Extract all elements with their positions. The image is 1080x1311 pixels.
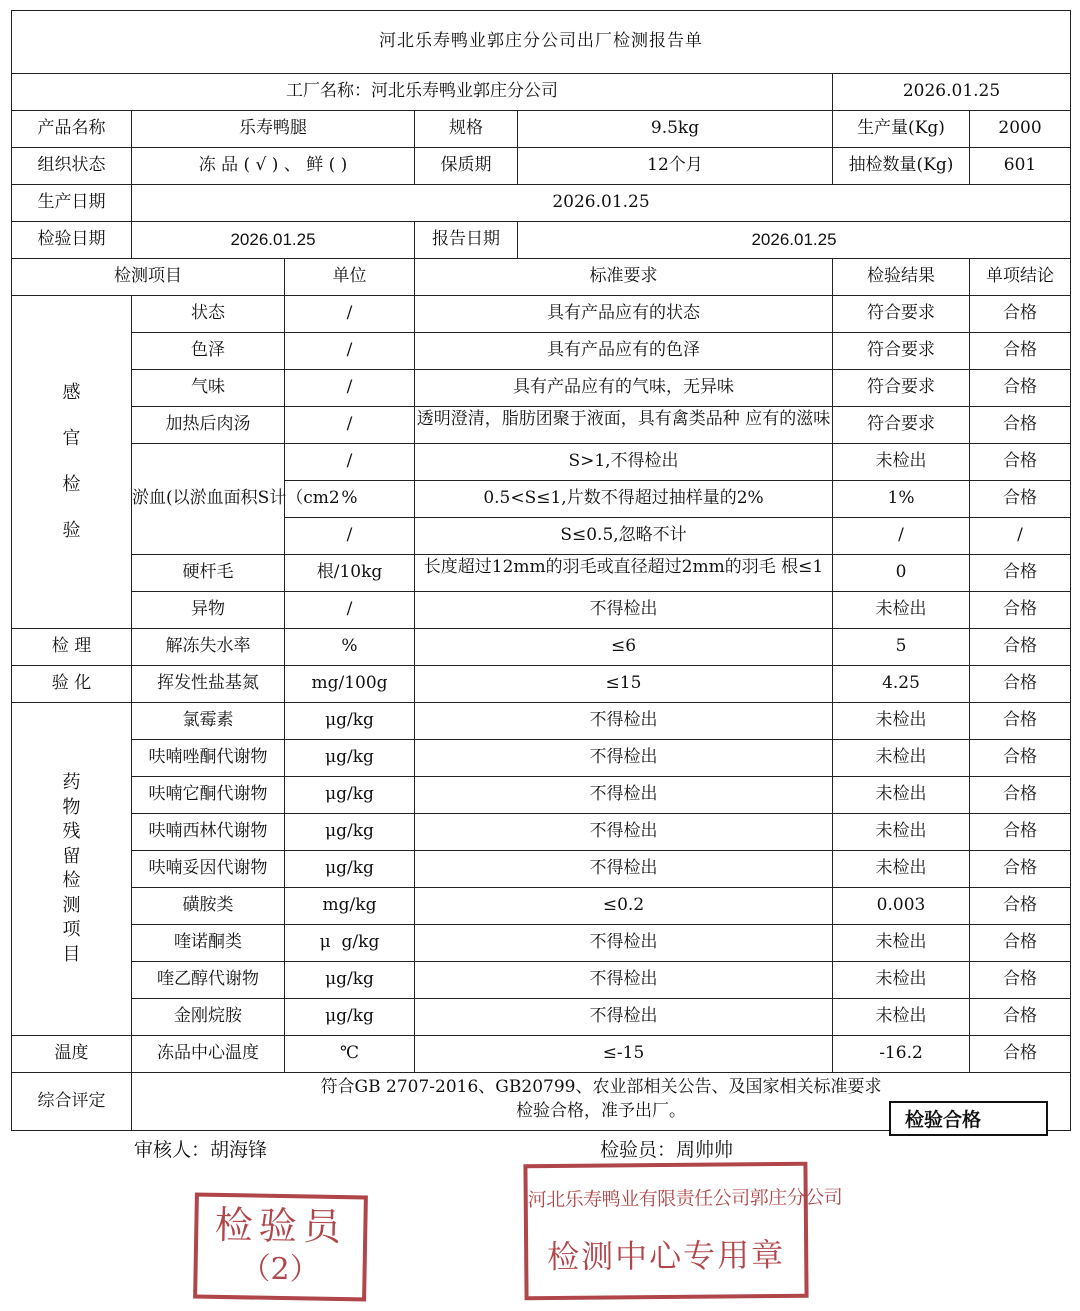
item-result: 0 [833, 555, 970, 592]
item-unit: / [285, 370, 415, 407]
item-standard: 具有产品应有的色泽 [415, 333, 833, 370]
inspection-date-label: 检验日期 [12, 222, 132, 259]
item-conclusion: 合格 [970, 999, 1071, 1036]
item-conclusion: 合格 [970, 851, 1071, 888]
pass-box: 检验合格 [889, 1101, 1048, 1136]
item-unit: / [285, 296, 415, 333]
overall-line-2: 检验合格，准予出厂。 [516, 1100, 687, 1121]
product-name: 乐寿鸭腿 [132, 111, 415, 148]
item-name: 挥发性盐基氮 [132, 666, 285, 703]
item-result: 符合要求 [833, 407, 970, 444]
item-standard: 不得检出 [415, 703, 833, 740]
item-standard-text: 透明澄清，脂肪团聚于液面，具有禽类品种 应有的滋味 [416, 408, 831, 429]
item-name: 色泽 [132, 333, 285, 370]
item-standard: 不得检出 [415, 777, 833, 814]
item-standard: 不得检出 [415, 740, 833, 777]
item-unit: mg/kg [285, 888, 415, 925]
table-row [12, 666, 1071, 703]
item-standard: 不得检出 [415, 999, 833, 1036]
production-qty-label: 生产量(Kg) [833, 111, 970, 148]
item-name: 喹乙醇代谢物 [132, 962, 285, 999]
col-header-conclusion: 单项结论 [970, 259, 1071, 296]
item-result: 0.003 [833, 888, 970, 925]
item-conclusion: 合格 [970, 370, 1071, 407]
table-row [12, 851, 1071, 888]
factory-name: 工厂名称：河北乐寿鸭业郭庄分公司 [12, 74, 833, 111]
item-conclusion: 合格 [970, 740, 1071, 777]
item-unit: μg/kg [285, 703, 415, 740]
item-standard: ≤-15 [415, 1036, 833, 1073]
item-name: 加热后肉汤 [132, 407, 285, 444]
item-conclusion: 合格 [970, 407, 1071, 444]
item-result: 未检出 [833, 814, 970, 851]
item-unit: % [285, 481, 415, 518]
item-conclusion: 合格 [970, 962, 1071, 999]
report-table [11, 10, 1071, 1131]
inspection-report [11, 10, 1070, 1136]
table-row [12, 703, 1071, 740]
item-name-bruise: 淤血(以淤血面积S计（cm2 [132, 444, 285, 555]
inspection-date-value: 2026.01.25 [132, 222, 415, 259]
item-unit: / [285, 444, 415, 481]
company-stamp-name: 河北乐寿鸭业有限责任公司郭庄分公司 [527, 1186, 843, 1212]
item-conclusion: 合格 [970, 592, 1071, 629]
item-conclusion: 合格 [970, 666, 1071, 703]
item-conclusion: 合格 [970, 555, 1071, 592]
item-conclusion: 合格 [970, 296, 1071, 333]
table-row [12, 888, 1071, 925]
group-physchem-2: 验 化 [12, 666, 132, 703]
item-unit: μg/kg [285, 814, 415, 851]
item-conclusion: 合格 [970, 814, 1071, 851]
table-row [12, 333, 1071, 370]
item-standard: 不得检出 [415, 592, 833, 629]
item-name: 呋喃妥因代谢物 [132, 851, 285, 888]
table-row [12, 555, 1071, 592]
table-row [12, 296, 1071, 333]
inspector-stamp [193, 1192, 368, 1301]
table-row [12, 629, 1071, 666]
item-standard: 0.5<S≤1,片数不得超过抽样量的2% [415, 481, 833, 518]
company-stamp [523, 1162, 843, 1300]
item-result: 4.25 [833, 666, 970, 703]
item-name: 状态 [132, 296, 285, 333]
item-standard: 具有产品应有的状态 [415, 296, 833, 333]
item-result: 5 [833, 629, 970, 666]
reviewer-signature: 审核人：胡海锋 [134, 1139, 268, 1161]
item-name: 硬杆毛 [132, 555, 285, 592]
col-header-standard: 标准要求 [415, 259, 833, 296]
item-unit: / [285, 333, 415, 370]
product-name-label: 产品名称 [12, 111, 132, 148]
report-date-label: 报告日期 [415, 222, 518, 259]
item-conclusion: / [970, 518, 1071, 555]
state-label: 组织状态 [12, 148, 132, 185]
item-unit: % [285, 629, 415, 666]
header-date: 2026.01.25 [833, 74, 1071, 111]
item-name: 喹诺酮类 [132, 925, 285, 962]
item-conclusion: 合格 [970, 333, 1071, 370]
group-drug-label: 药 物 残 留 检 测 项 目 [62, 772, 81, 965]
item-result: 未检出 [833, 592, 970, 629]
item-result: 1% [833, 481, 970, 518]
item-unit: / [285, 518, 415, 555]
item-unit: μg/kg [285, 851, 415, 888]
item-standard-text: 长度超过12mm的羽毛或直径超过2mm的羽毛 根≤1 [423, 556, 824, 577]
col-header-unit: 单位 [285, 259, 415, 296]
table-row [12, 777, 1071, 814]
item-standard: ≤0.2 [415, 888, 833, 925]
item-name: 呋喃唑酮代谢物 [132, 740, 285, 777]
item-conclusion: 合格 [970, 444, 1071, 481]
group-drug [12, 703, 132, 1036]
item-conclusion: 合格 [970, 481, 1071, 518]
item-result: 未检出 [833, 925, 970, 962]
spec-label: 规格 [415, 111, 518, 148]
item-result: 符合要求 [833, 296, 970, 333]
item-unit: 根/10kg [285, 555, 415, 592]
item-name: 冻品中心温度 [132, 1036, 285, 1073]
item-standard: S>1,不得检出 [415, 444, 833, 481]
item-standard: S≤0.5,忽略不计 [415, 518, 833, 555]
table-row [12, 740, 1071, 777]
overall-label: 综合评定 [12, 1073, 132, 1131]
item-conclusion: 合格 [970, 703, 1071, 740]
group-physchem-1: 检 理 [12, 629, 132, 666]
table-row [12, 592, 1071, 629]
item-standard: 具有产品应有的气味，无异味 [415, 370, 833, 407]
shelf-life-value: 12个月 [518, 148, 833, 185]
item-name: 异物 [132, 592, 285, 629]
item-conclusion: 合格 [970, 925, 1071, 962]
production-qty-value: 2000 [970, 111, 1071, 148]
inspector-stamp-title: 检验员 [214, 1202, 348, 1250]
overall-line-1: 符合GB 2707-2016、GB20799、农业部相关公告、及国家相关标准要求 [320, 1077, 882, 1097]
item-name: 呋喃它酮代谢物 [132, 777, 285, 814]
table-row [12, 999, 1071, 1036]
sample-qty-value: 601 [970, 148, 1071, 185]
item-conclusion: 合格 [970, 777, 1071, 814]
item-result: 符合要求 [833, 333, 970, 370]
item-standard: 不得检出 [415, 962, 833, 999]
item-name: 氯霉素 [132, 703, 285, 740]
production-date-label: 生产日期 [12, 185, 132, 222]
item-unit: / [285, 407, 415, 444]
item-standard [415, 555, 833, 592]
spec-value: 9.5kg [518, 111, 833, 148]
table-row [12, 1036, 1071, 1073]
item-standard: 不得检出 [415, 851, 833, 888]
group-sensory [12, 296, 132, 629]
table-row [12, 370, 1071, 407]
item-unit: μg/kg [285, 777, 415, 814]
item-name: 气味 [132, 370, 285, 407]
item-result: 未检出 [833, 740, 970, 777]
item-unit: μ g/kg [285, 925, 415, 962]
col-header-result: 检验结果 [833, 259, 970, 296]
shelf-life-label: 保质期 [415, 148, 518, 185]
item-result: 未检出 [833, 999, 970, 1036]
item-conclusion: 合格 [970, 888, 1071, 925]
item-result: 未检出 [833, 777, 970, 814]
state-value: 冻 品 ( √ ) 、 鲜 ( ) [132, 148, 415, 185]
item-result: 未检出 [833, 703, 970, 740]
sample-qty-label: 抽检数量(Kg) [833, 148, 970, 185]
item-result: 未检出 [833, 444, 970, 481]
group-sensory-label: 感 官 检 验 [62, 382, 81, 541]
table-row [12, 814, 1071, 851]
item-result: -16.2 [833, 1036, 970, 1073]
item-standard: 不得检出 [415, 925, 833, 962]
item-result: 未检出 [833, 851, 970, 888]
item-standard: 不得检出 [415, 814, 833, 851]
inspector-signature: 检验员：周帅帅 [600, 1139, 734, 1161]
item-name: 呋喃西林代谢物 [132, 814, 285, 851]
item-unit: μg/kg [285, 962, 415, 999]
table-row [12, 444, 1071, 481]
item-unit: ℃ [285, 1036, 415, 1073]
table-row [12, 962, 1071, 999]
item-unit: mg/100g [285, 666, 415, 703]
item-unit: / [285, 592, 415, 629]
item-unit: μg/kg [285, 999, 415, 1036]
item-standard: ≤15 [415, 666, 833, 703]
item-standard: ≤6 [415, 629, 833, 666]
item-name: 磺胺类 [132, 888, 285, 925]
item-result: 未检出 [833, 962, 970, 999]
item-result: / [833, 518, 970, 555]
production-date-value: 2026.01.25 [132, 185, 1071, 222]
group-temperature: 温度 [12, 1036, 132, 1073]
item-standard [415, 407, 833, 444]
col-header-item: 检测项目 [12, 259, 285, 296]
item-conclusion: 合格 [970, 629, 1071, 666]
company-stamp-title: 检测中心专用章 [547, 1235, 786, 1277]
item-conclusion: 合格 [970, 1036, 1071, 1073]
report-title: 河北乐寿鸭业郭庄分公司出厂检测报告单 [12, 11, 1071, 74]
item-name: 金刚烷胺 [132, 999, 285, 1036]
table-row [12, 407, 1071, 444]
item-result: 符合要求 [833, 370, 970, 407]
inspector-stamp-number: （2） [240, 1251, 320, 1288]
item-unit: μg/kg [285, 740, 415, 777]
item-name: 解冻失水率 [132, 629, 285, 666]
report-date-value: 2026.01.25 [518, 222, 1071, 259]
table-row [12, 925, 1071, 962]
